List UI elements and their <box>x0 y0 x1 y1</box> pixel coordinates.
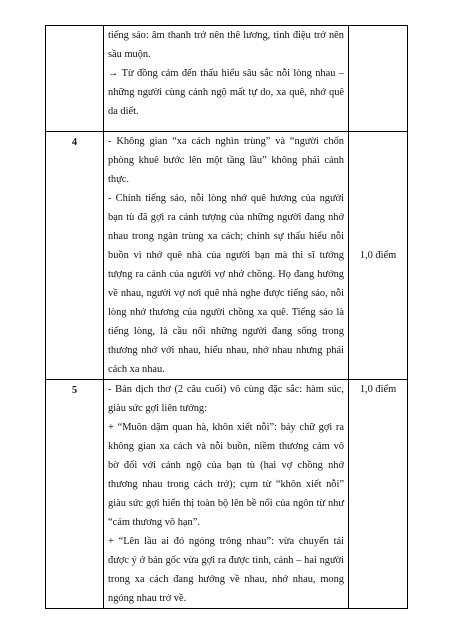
answer-paragraph: - Bản dịch thơ (2 câu cuối) vô cùng đặc sắc: hàm súc, giàu sức gợi liên tưởng: <box>108 384 344 414</box>
answer-paragraph: + “Muôn dặm quan hà, khôn xiết nỗi”: bảy chữ gợi ra không gian xa cách và nỗi buồn, niềm thương cảm vô bờ đối với cảnh ngộ của bạn tù (hai vợ chồng nhớ thương nhau trong cách trở); cụm từ “khôn xiết nỗi” giàu sức gợi hiển thị toàn bộ lên bề nổi của ngôn từ như “cảm thương vô hạn”. <box>108 422 344 528</box>
answer-content-cell <box>104 132 349 380</box>
question-number-cell <box>46 26 104 132</box>
answer-paragraph: + “Lên lầu ai đó ngóng trông nhau”: vừa chuyển tải được ý ở bản gốc vừa gợi ra được tình, cảnh – hai người trong xa cách đang hướng về nhau, nhớ nhau, mong ngóng nhau trở về. <box>108 536 344 604</box>
answer-paragraph: - Chính tiếng sáo, nỗi lòng nhớ quê hương của người bạn tù đã gợi ra cảnh tượng của những người đang nhớ nhau trong ngàn trùng xa cách; chính sự thấu hiểu nỗi buồn vì nhớ quê nhà của người bạn mà thi sĩ tưởng tượng ra cảnh của người vợ nhớ chồng. Họ đang hướng về nhau, người vợ nơi quê nhà nghe được tiếng sáo, nỗi lòng nhớ thương của người chồng xa quê. Tiếng sáo là tiếng lòng, là cầu nối những người đang sống trong thương nhớ với nhau, hiểu nhau, nhớ nhau nhưng phải cách xa nhau. <box>108 193 344 375</box>
question-number-cell: 4 <box>46 132 104 380</box>
table-row <box>46 380 408 609</box>
points-cell: 1,0 điểm <box>349 132 408 380</box>
answer-rubric-table <box>45 25 408 609</box>
answer-content-cell <box>104 380 349 609</box>
answer-paragraph: tiếng sáo: âm thanh trở nên thê lương, tình điệu trở nên sầu muộn. <box>108 30 344 60</box>
table-row <box>46 132 408 380</box>
points-cell <box>349 26 408 132</box>
answer-paragraph: - Không gian “xa cách nghìn trùng” và “người chốn phòng khuê bước lên một tầng lầu” không phải cảnh thực. <box>108 136 344 185</box>
answer-paragraph: → Từ đồng cảm đến thấu hiểu sâu sắc nỗi lòng nhau – những người cùng cảnh ngộ mất tự do, xa quê, nhớ quê da diết. <box>108 68 344 117</box>
answer-content-cell <box>104 26 349 132</box>
question-number-cell: 5 <box>46 380 104 609</box>
points-cell: 1,0 điểm <box>349 380 408 609</box>
table-row <box>46 26 408 132</box>
